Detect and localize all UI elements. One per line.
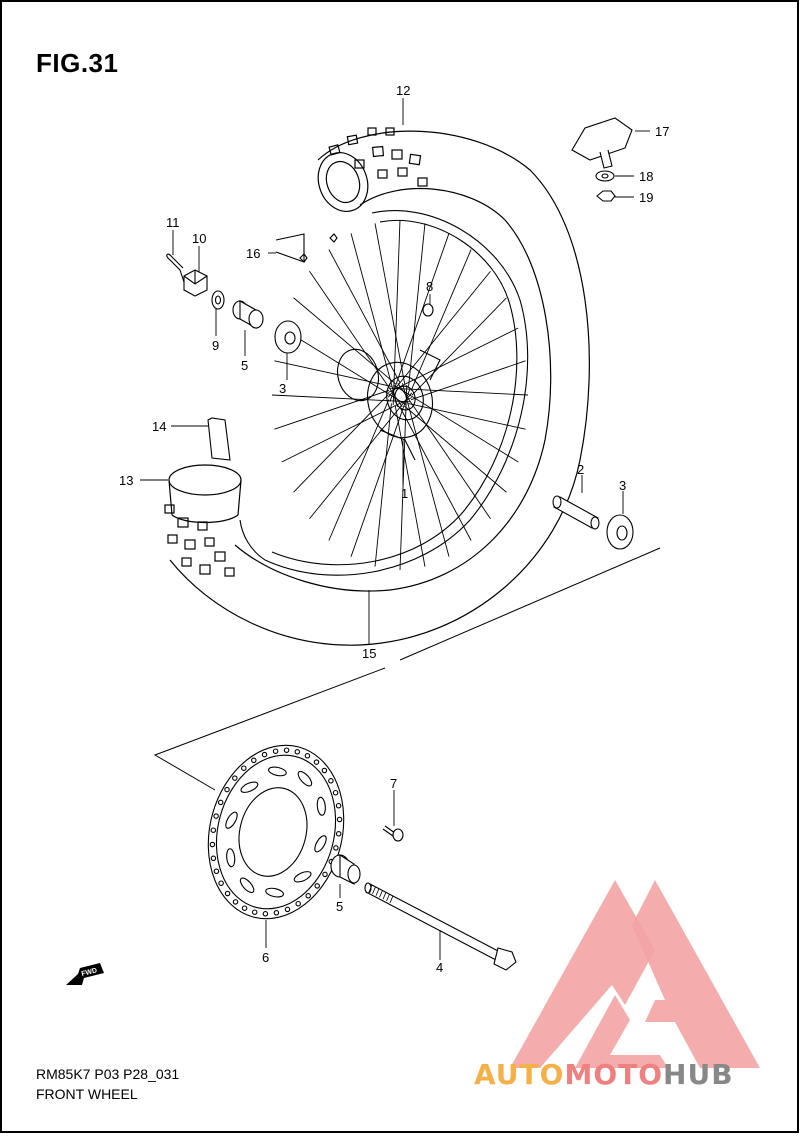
tire-tread-bottom	[165, 505, 234, 576]
disc-hole	[296, 902, 300, 906]
disc-hole	[233, 776, 237, 780]
disc-hole	[242, 906, 246, 910]
watermark-logo	[474, 880, 760, 1091]
callout-19: 19	[639, 190, 654, 205]
tire-tread-top	[329, 128, 427, 186]
figure-title: FIG.31	[36, 48, 119, 78]
callout-5-upper: 5	[241, 358, 249, 373]
spoke	[294, 395, 388, 492]
spoke	[400, 407, 471, 541]
section-name: FRONT WHEEL	[36, 1086, 138, 1102]
disc-hole	[295, 750, 299, 754]
callout-7: 7	[390, 776, 398, 791]
nut-19	[597, 191, 615, 201]
callout-9: 9	[212, 338, 220, 353]
disc-center-hole	[229, 780, 316, 884]
callout-3-right: 3	[619, 478, 627, 493]
disc-hole	[242, 766, 246, 770]
callout-2: 2	[577, 462, 585, 477]
spoke	[398, 383, 491, 519]
disc-hole	[337, 817, 341, 821]
disc-slot	[265, 887, 284, 899]
disc-hole	[274, 911, 278, 915]
callout-13: 13	[119, 473, 134, 488]
bolt-7	[383, 826, 403, 841]
callout-17: 17	[655, 124, 670, 139]
disc-hole	[322, 768, 326, 772]
callout-12: 12	[396, 83, 411, 98]
spacer-5	[233, 301, 263, 328]
disc-hole	[233, 900, 237, 904]
spoke	[388, 328, 518, 392]
callout-15: 15	[362, 646, 377, 661]
disc-hole	[252, 758, 256, 762]
callouts	[119, 83, 669, 975]
spoke	[395, 406, 425, 567]
watermark-part-auto: AUTO	[474, 1058, 565, 1091]
callout-8: 8	[426, 279, 434, 294]
disc-hole	[263, 912, 267, 916]
spacer-2	[553, 496, 599, 529]
disc-hole	[329, 779, 333, 783]
disc-hole	[214, 869, 218, 873]
callout-14: 14	[152, 419, 167, 434]
disc-hole	[337, 832, 341, 836]
watermark-text	[474, 1058, 734, 1091]
disc-hole	[225, 891, 229, 895]
spoke	[402, 383, 449, 556]
callout-3-left: 3	[279, 381, 287, 396]
disc-hole	[273, 749, 277, 753]
washer-18	[596, 171, 614, 181]
disc-slot	[238, 876, 256, 895]
callout-6: 6	[262, 950, 270, 965]
spoke	[309, 271, 402, 407]
disc-slot	[224, 810, 240, 830]
disc-slot	[313, 834, 329, 854]
disc-hole	[305, 754, 309, 758]
disc-hole	[333, 791, 337, 795]
disc-hole	[285, 907, 289, 911]
watermark-part-moto: MOTO	[564, 1058, 664, 1091]
spoke-set-16	[276, 234, 337, 262]
bearing-3-right	[607, 515, 633, 549]
axle-4	[365, 883, 516, 970]
disc-hole	[211, 856, 215, 860]
callout-10: 10	[192, 231, 207, 246]
spoke-nipple-8	[423, 304, 433, 316]
disc-slot	[293, 869, 313, 884]
valve-17	[572, 118, 632, 168]
disc-hole	[253, 910, 257, 914]
callout-18: 18	[639, 169, 654, 184]
disc-slot	[296, 769, 314, 788]
washer-9	[212, 291, 224, 309]
disc-hole	[211, 828, 215, 832]
disc-hole	[214, 814, 218, 818]
disc-hole	[210, 842, 214, 846]
disc-slot	[268, 766, 287, 778]
callout-11: 11	[166, 215, 180, 230]
disc-slot	[240, 780, 260, 795]
collar-5	[331, 855, 360, 884]
disc-slot	[226, 848, 236, 867]
disc-holes	[210, 748, 342, 916]
spokes	[272, 220, 528, 570]
disc-hole	[306, 894, 310, 898]
disc-hole	[219, 800, 223, 804]
spoke	[274, 361, 391, 387]
rim-band	[208, 418, 230, 460]
disc-hole	[219, 881, 223, 885]
assembly-plane	[155, 548, 660, 790]
disc-hole	[314, 760, 318, 764]
disc-hole	[323, 872, 327, 876]
spoke	[329, 249, 400, 383]
disc-hole	[315, 884, 319, 888]
disc-hole	[284, 748, 288, 752]
disc-hole	[225, 787, 229, 791]
fwd-arrow	[66, 963, 104, 985]
spoke	[375, 223, 405, 384]
callout-4: 4	[436, 960, 444, 975]
callout-16: 16	[246, 246, 261, 261]
cotter-pin	[167, 254, 186, 288]
axle-nut	[184, 270, 207, 296]
disc-hole	[336, 804, 340, 808]
spoke	[351, 233, 398, 406]
disc-hole	[334, 846, 338, 850]
disc-hole	[262, 752, 266, 756]
callout-1: 1	[401, 486, 409, 501]
spoke	[282, 397, 412, 461]
watermark-part-hub: HUB	[663, 1058, 734, 1091]
model-code: RM85K7 P03 P28_031	[36, 1066, 180, 1082]
callout-5-lower: 5	[336, 899, 344, 914]
fwd-label: FWD	[80, 967, 98, 978]
disc-slot	[316, 797, 326, 816]
bearing-3-left	[275, 321, 301, 353]
